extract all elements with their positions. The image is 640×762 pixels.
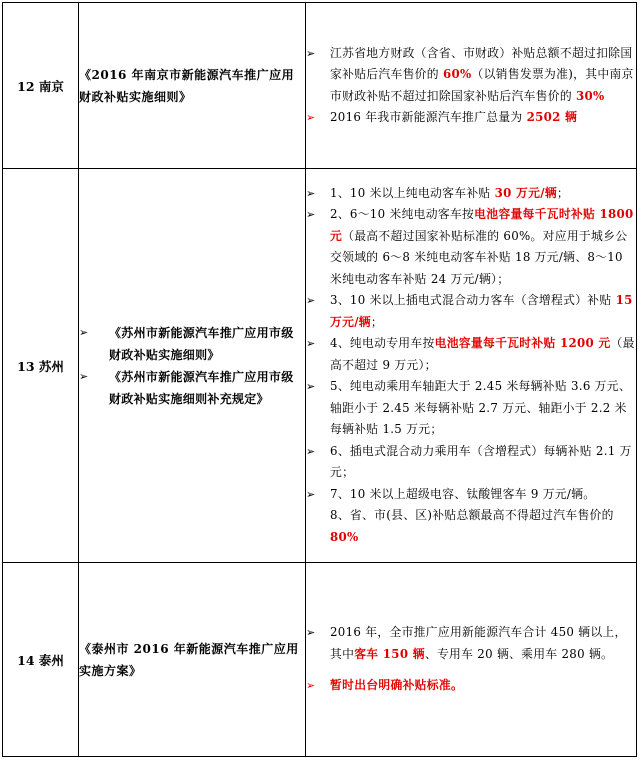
document-cell <box>79 3 306 169</box>
highlight-text: 80% <box>330 529 359 544</box>
arrow-bullet-icon: ➢ <box>306 111 316 124</box>
city-cell: 13 苏州 <box>3 169 79 563</box>
detail-item <box>306 107 636 129</box>
arrow-bullet-icon: ➢ <box>306 444 316 458</box>
detail-item <box>306 505 636 548</box>
document-title: 《泰州市 2016 年新能源汽车推广应用实施方案》 <box>79 641 299 678</box>
plain-text: 5、纯电动乘用车轴距大于 2.45 米每辆补贴 3.6 万元、轴距小于 2.45 米每辆补贴 2.7 万元、轴距小于 2.2 米每辆补贴 1.5 万元； <box>330 379 631 437</box>
document-cell <box>79 169 306 563</box>
arrow-bullet-icon: ➢ <box>306 46 316 60</box>
city-cell: 14 泰州 <box>3 563 79 757</box>
detail-cell <box>306 563 637 757</box>
highlight-text: 电池容量每千瓦时补贴 1200 元 <box>434 336 611 351</box>
detail-cell <box>306 3 637 169</box>
detail-text <box>330 376 636 441</box>
detail-text <box>330 107 636 129</box>
plain-text: 4、纯电动专用车按 <box>330 336 435 351</box>
arrow-bullet-icon: ➢ <box>79 369 89 383</box>
table-row <box>3 3 637 169</box>
detail-text <box>330 204 636 290</box>
detail-item <box>306 204 636 290</box>
detail-item <box>306 441 636 484</box>
document-title: 《2016 年南京市新能源汽车推广应用财政补贴实施细则》 <box>79 67 295 104</box>
table-row <box>3 169 637 563</box>
arrow-bullet-icon: ➢ <box>306 626 316 640</box>
highlight-text: 30 万元/辆 <box>494 185 557 200</box>
highlight-text: 15 万元/辆 <box>330 293 633 329</box>
document-item <box>79 322 305 366</box>
arrow-bullet-icon: ➢ <box>79 325 89 339</box>
detail-text <box>330 43 636 108</box>
detail-text <box>330 622 636 665</box>
arrow-bullet-icon: ➢ <box>306 679 316 693</box>
detail-cell <box>306 169 637 563</box>
highlight-text: 2502 辆 <box>526 110 578 124</box>
arrow-bullet-icon: ➢ <box>306 337 316 351</box>
city-cell: 12 南京 <box>3 3 79 169</box>
arrow-bullet-icon: ➢ <box>306 487 316 501</box>
detail-text <box>330 484 636 506</box>
plain-text: ； <box>556 185 570 200</box>
plain-text: 1、10 米以上纯电动客车补贴 <box>330 185 495 200</box>
table-row <box>3 563 637 757</box>
plain-text: 6、插电式混合动力乘用车（含增程式）每辆补贴 2.1 万元； <box>330 443 632 480</box>
plain-text: 、专用车 20 辆、乘用车 280 辆。 <box>424 646 614 661</box>
detail-item <box>306 675 636 697</box>
highlight-text: 30% <box>576 88 605 103</box>
plain-text: 7、10 米以上超级电容、钛酸锂客车 9 万元/辆。 <box>330 486 596 501</box>
detail-item <box>306 43 636 108</box>
plain-text: 2016 年，全市推广应用新能源汽车合计 450 辆以上，其中 <box>330 625 627 661</box>
arrow-bullet-icon: ➢ <box>306 294 316 308</box>
plain-text: 2016 年我市新能源汽车推广总量为 <box>330 110 527 124</box>
subsidy-policy-table <box>2 2 637 757</box>
document-item <box>79 366 305 410</box>
highlight-text: 客车 150 辆 <box>354 646 425 661</box>
plain-text: ； <box>370 314 384 329</box>
detail-text <box>330 441 636 484</box>
detail-item <box>306 484 636 506</box>
detail-text <box>330 183 636 205</box>
plain-text: （以销售发票为准)，其中南京市财政补贴不超过扣除国家补贴后汽车售价的 <box>330 67 634 103</box>
plain-text: 江苏省地方财政（含省、市财政）补贴总额不超过扣除国家补贴后汽车售价的 <box>330 45 633 81</box>
highlight-text: 暂时出台明确补贴标准。 <box>330 678 464 693</box>
plain-text: （最高不超过国家补贴标准的 60%。对应用于城乡公交领域的 6～8 米纯电动客车补贴 18 万元/辆、8～10 米纯电动客车补贴 24 万元/辆）； <box>330 228 628 286</box>
detail-item <box>306 376 636 441</box>
document-title: 《苏州市新能源汽车推广应用市级财政补贴实施细则》 <box>109 325 294 362</box>
document-title: 《苏州市新能源汽车推广应用市级财政补贴实施细则补充规定》 <box>109 369 294 406</box>
detail-item <box>306 290 636 333</box>
arrow-bullet-icon: ➢ <box>306 380 316 394</box>
detail-text <box>330 290 636 333</box>
spacer <box>306 665 636 675</box>
document-cell <box>79 563 306 757</box>
detail-text <box>330 505 636 548</box>
highlight-text: 60% <box>442 67 472 81</box>
detail-text <box>330 333 636 376</box>
detail-item <box>306 183 636 205</box>
detail-item <box>306 333 636 376</box>
plain-text: 8、省、市(县、区)补贴总额最高不得超过汽车售价的 <box>330 508 614 523</box>
detail-item <box>306 622 636 665</box>
plain-text: （最高不超过 9 万元）； <box>330 336 635 372</box>
plain-text: 3、10 米以上插电式混合动力客车（含增程式）补贴 <box>330 293 616 308</box>
detail-text <box>330 675 636 697</box>
arrow-bullet-icon: ➢ <box>306 186 316 200</box>
arrow-bullet-icon: ➢ <box>306 208 316 222</box>
plain-text: 2、6～10 米纯电动客车按 <box>330 207 475 222</box>
highlight-text: 电池容量每千瓦时补贴 1800 元 <box>330 207 634 243</box>
